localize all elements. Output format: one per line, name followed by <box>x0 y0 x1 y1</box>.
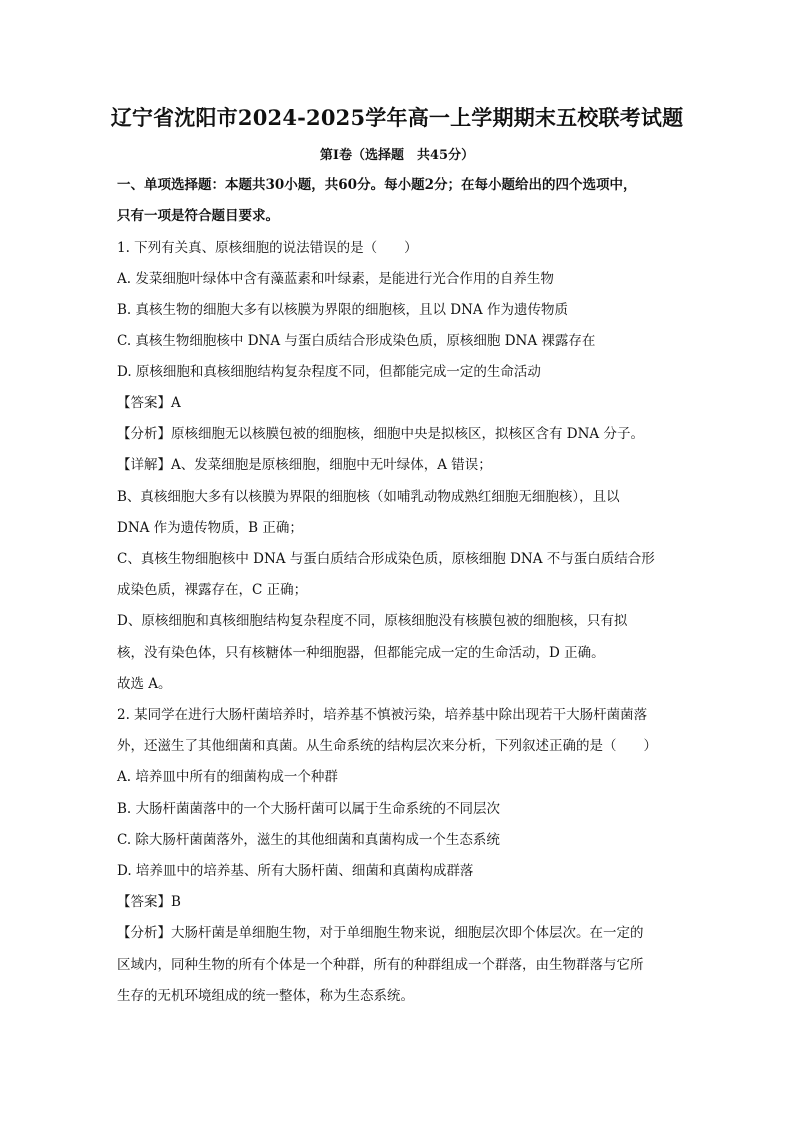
q1-detail-7: 核，没有染色体，只有核糖体一种细胞器，但都能完成一定的生命活动，D 正确。 <box>117 645 605 661</box>
q2-analysis-line-2: 区域内，同种生物的所有个体是一个种群，所有的种群组成一个群落，由生物群落与它所 <box>117 957 644 973</box>
q1-detail-2: B、真核细胞大多有以核膜为界限的细胞核（如哺乳动物成熟红细胞无细胞核），且以 <box>117 489 620 505</box>
q1-option-b: B. 真核生物的细胞大多有以核膜为界限的细胞核，且以 DNA 作为遗传物质 <box>117 302 568 318</box>
q1-conclusion: 故选 A。 <box>117 676 172 692</box>
q2-option-b: B. 大肠杆菌菌落中的一个大肠杆菌可以属于生命系统的不同层次 <box>117 801 501 817</box>
document-title: 辽宁省沈阳市2024-2025学年高一上学期期末五校联考试题 <box>110 105 684 130</box>
q1-analysis: 【分析】原核细胞无以核膜包被的细胞核，细胞中央是拟核区，拟核区含有 DNA 分子。 <box>117 426 644 442</box>
q1-detail-3: DNA 作为遗传物质，B 正确； <box>117 520 303 536</box>
q1-detail-6: D、原核细胞和真核细胞结构复杂程度不同，原核细胞没有核膜包被的细胞核，只有拟 <box>117 613 628 629</box>
q2-stem-line-2: 外，还滋生了其他细菌和真菌。从生命系统的结构层次来分析，下列叙述正确的是（ ） <box>117 738 657 754</box>
q1-answer: 【答案】A <box>117 395 181 411</box>
q1-option-c: C. 真核生物细胞核中 DNA 与蛋白质结合形成染色质，原核细胞 DNA 裸露存在 <box>117 333 596 349</box>
q1-detail-1: 【详解】A、发菜细胞是原核细胞，细胞中无叶绿体，A 错误； <box>117 457 492 473</box>
q1-detail-4: C、真核生物细胞核中 DNA 与蛋白质结合形成染色质，原核细胞 DNA 不与蛋白质结合形 <box>117 551 655 567</box>
q1-option-d: D. 原核细胞和真核细胞结构复杂程度不同，但都能完成一定的生命活动 <box>117 364 541 380</box>
section-heading-line-2: 只有一项是符合题目要求。 <box>117 208 279 224</box>
q1-option-a: A. 发菜细胞叶绿体中含有藻蓝素和叶绿素，是能进行光合作用的自养生物 <box>117 271 554 287</box>
document-subtitle: 第Ⅰ卷（选择题 共45分） <box>319 148 475 163</box>
q1-stem: 1. 下列有关真、原核细胞的说法错误的是（ ） <box>117 240 418 256</box>
q2-option-a: A. 培养皿中所有的细菌构成一个种群 <box>117 769 338 785</box>
q2-answer: 【答案】B <box>117 894 181 910</box>
q1-detail-5: 成染色质，裸露存在，C 正确； <box>117 582 308 598</box>
q2-analysis-line-1: 【分析】大肠杆菌是单细胞生物，对于单细胞生物来说，细胞层次即个体层次。在一定的 <box>117 925 644 941</box>
q2-option-c: C. 除大肠杆菌菌落外，滋生的其他细菌和真菌构成一个生态系统 <box>117 832 500 848</box>
q2-option-d: D. 培养皿中的培养基、所有大肠杆菌、细菌和真菌构成群落 <box>117 863 474 879</box>
section-heading-line-1: 一、单项选择题：本题共30小题，共60分。每小题2分；在每小题给出的四个选项中， <box>117 177 637 193</box>
q2-stem-line-1: 2. 某同学在进行大肠杆菌培养时，培养基不慎被污染，培养基中除出现若干大肠杆菌菌落 <box>117 707 648 723</box>
q2-analysis-line-3: 生存的无机环境组成的统一整体，称为生态系统。 <box>117 988 414 1004</box>
